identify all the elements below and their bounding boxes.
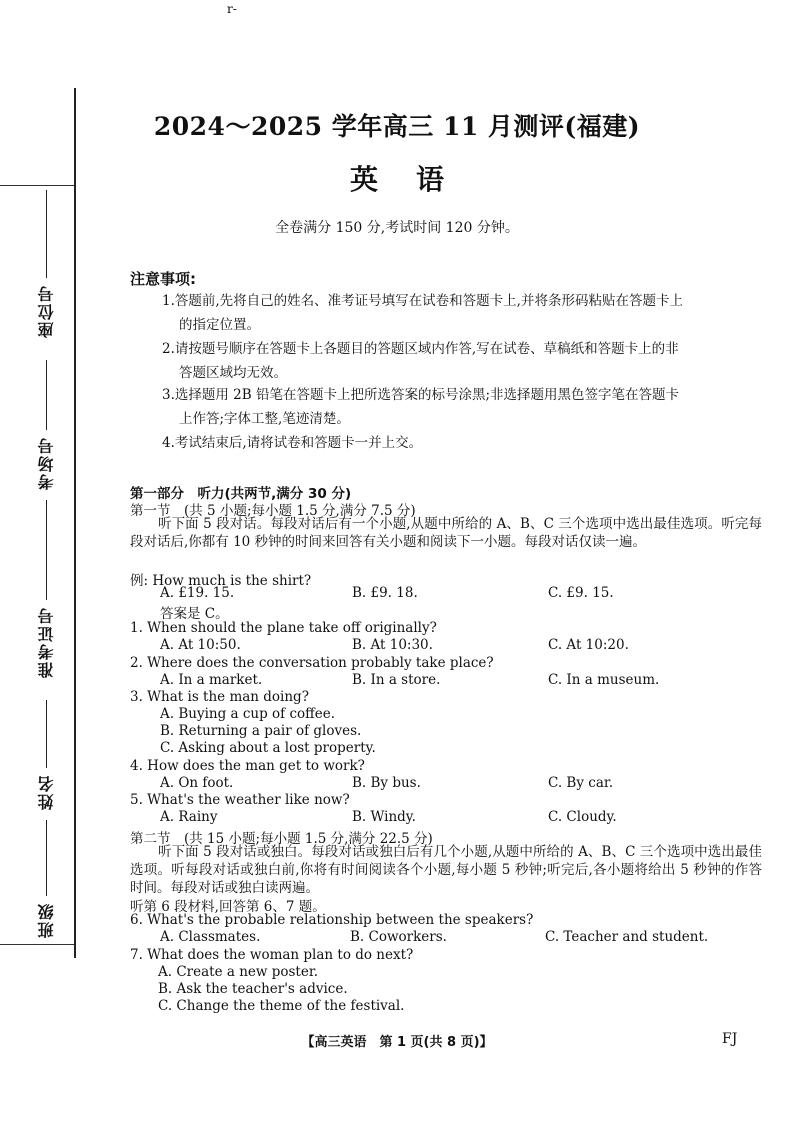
option[interactable]: C. Teacher and student. bbox=[545, 929, 709, 945]
option[interactable]: C. By car. bbox=[548, 775, 614, 791]
region-code: FJ bbox=[722, 1031, 738, 1047]
option[interactable]: B. Windy. bbox=[352, 809, 416, 825]
option[interactable]: B. Coworkers. bbox=[350, 929, 447, 945]
class-blank bbox=[46, 820, 47, 896]
question-text: 3. What is the man doing? bbox=[130, 689, 309, 705]
example-option: A. £19. 15. bbox=[160, 585, 235, 601]
class-label: 班级 bbox=[36, 902, 56, 938]
question-text: 7. What does the woman plan to do next? bbox=[130, 947, 414, 963]
option[interactable]: C. At 10:20. bbox=[548, 637, 629, 653]
part-heading: 第一部分 听力(共两节,满分 30 分) bbox=[130, 486, 352, 502]
option[interactable]: C. In a museum. bbox=[548, 672, 660, 688]
note-text: 2.请按题号顺序在答题卡上各题目的答题区域内作答,写在试卷、草稿纸和答题卡上的非 bbox=[162, 341, 679, 357]
name-blank bbox=[46, 700, 47, 768]
example-question: 例: How much is the shirt? bbox=[130, 573, 312, 589]
option[interactable]: C. Change the theme of the festival. bbox=[158, 998, 405, 1014]
subject-title: 英语 bbox=[349, 163, 482, 196]
option[interactable]: B. By bus. bbox=[352, 775, 421, 791]
section-heading: 第二节 (共 15 小题;每小题 1.5 分,满分 22.5 分) bbox=[130, 831, 433, 847]
seat-number-field[interactable] bbox=[28, 190, 64, 338]
section-heading: 第一节 (共 5 小题;每小题 1.5 分,满分 7.5 分) bbox=[130, 503, 416, 519]
admission-number-blank bbox=[46, 500, 47, 600]
binding-divider bbox=[0, 944, 74, 945]
exam-info: 全卷满分 150 分,考试时间 120 分钟。 bbox=[275, 220, 519, 236]
option[interactable]: B. In a store. bbox=[352, 672, 441, 688]
note-text-cont: 的指定位置。 bbox=[179, 317, 260, 333]
option[interactable]: A. Classmates. bbox=[160, 929, 261, 945]
option[interactable]: B. At 10:30. bbox=[352, 637, 433, 653]
exam-room-field[interactable] bbox=[28, 360, 64, 490]
admission-number-label: 准考证号 bbox=[36, 606, 56, 678]
section-instruction: 听下面 5 段对话。每段对话后有一个小题,从题中所给的 A、B、C 三个选项中选出最佳选项。听完每段对话后,你都有 10 秒钟的时间来回答有关小题和阅读下一小题。每段对话仅读一遍。 bbox=[130, 516, 762, 550]
material-note: 听第 6 段材料,回答第 6、7 题。 bbox=[130, 899, 326, 915]
option[interactable]: B. Ask the teacher's advice. bbox=[158, 981, 348, 997]
exam-room-blank bbox=[46, 360, 47, 430]
name-label: 姓名 bbox=[36, 774, 56, 810]
option[interactable]: A. In a market. bbox=[160, 672, 263, 688]
page-footer: 【高三英语 第 1 页(共 8 页)】 bbox=[301, 1035, 493, 1050]
note-item bbox=[162, 431, 762, 455]
scan-mark: r- bbox=[227, 2, 237, 16]
question-text: 4. How does the man get to work? bbox=[130, 758, 365, 774]
note-text: 1.答题前,先将自己的姓名、准考证号填写在试卷和答题卡上,并将条形码粘贴在答题卡上 bbox=[162, 293, 683, 309]
option[interactable]: A. Rainy bbox=[160, 809, 218, 825]
question-text: 5. What's the weather like now? bbox=[130, 792, 350, 808]
note-text-cont: 答题区域均无效。 bbox=[179, 365, 287, 381]
option[interactable]: A. Create a new poster. bbox=[158, 964, 319, 980]
note-text: 4.考试结束后,请将试卷和答题卡一并上交。 bbox=[162, 435, 423, 451]
option[interactable]: C. Asking about a lost property. bbox=[160, 740, 376, 756]
exam-title: 2024～2025 学年高三 11 月测评(福建) bbox=[153, 112, 641, 141]
example-answer: 答案是 C。 bbox=[160, 606, 229, 622]
example-option: C. £9. 15. bbox=[548, 585, 614, 601]
option[interactable]: A. At 10:50. bbox=[160, 637, 241, 653]
seat-number-label: 座位号 bbox=[36, 284, 56, 338]
class-field[interactable] bbox=[28, 820, 64, 938]
note-item bbox=[162, 337, 762, 385]
notes-title: 注意事项: bbox=[130, 270, 196, 288]
name-field[interactable] bbox=[28, 700, 64, 810]
question-text: 6. What's the probable relationship between the speakers? bbox=[130, 912, 534, 928]
option[interactable]: A. On foot. bbox=[160, 775, 234, 791]
note-text: 3.选择题用 2B 铅笔在答题卡上把所选答案的标号涂黑;非选择题用黑色签字笔在答题卡 bbox=[162, 387, 680, 403]
option[interactable]: A. Buying a cup of coffee. bbox=[160, 706, 336, 722]
option[interactable]: B. Returning a pair of gloves. bbox=[160, 723, 362, 739]
section-instruction: 听下面 5 段对话或独白。每段对话或独白后有几个小题,从题中所给的 A、B、C 三个选项中选出最佳选项。听每段对话或独白前,你将有时间阅读各个小题,每小题 5 秒钟;听完后,各小题将给出 5 秒钟的作答时间。每段对话或独白读两遍。 bbox=[130, 844, 762, 896]
note-item bbox=[162, 289, 762, 337]
option[interactable]: C. Cloudy. bbox=[548, 809, 617, 825]
question-text: 2. Where does the conversation probably take place? bbox=[130, 655, 494, 671]
example-option: B. £9. 18. bbox=[352, 585, 418, 601]
note-item bbox=[162, 383, 762, 431]
exam-room-label: 考场号 bbox=[36, 436, 56, 490]
admission-number-field[interactable] bbox=[28, 500, 64, 678]
question-text: 1. When should the plane take off originally? bbox=[130, 620, 437, 636]
note-text-cont: 上作答;字体工整,笔迹清楚。 bbox=[179, 411, 350, 427]
